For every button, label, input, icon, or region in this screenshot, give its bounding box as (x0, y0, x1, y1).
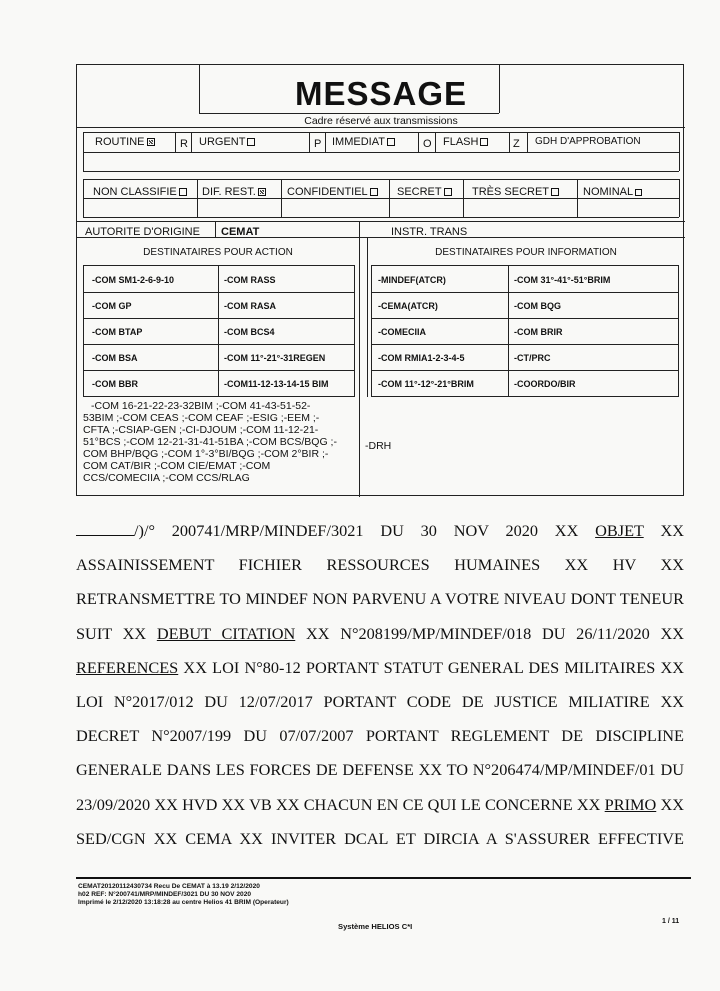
message-body (76, 514, 684, 856)
body-line: LOI N°2017/012 DU 12/07/2017 PORTANT CODE DE JUSTICE MILIATIRE XX (76, 691, 684, 711)
class-confidentiel: CONFIDENTIEL (287, 187, 378, 198)
precedence-flash: FLASH (443, 137, 488, 148)
body-line: DECRET N°2007/199 DU 07/07/2007 PORTANT REGLEMENT DE DISCIPLINE (76, 726, 684, 746)
action-recipient: -COM BSA (92, 353, 138, 363)
action-recipient: -COM BBR (92, 379, 138, 389)
gdh-approbation-label: GDH D'APPROBATION (535, 136, 641, 147)
checkbox-icon (480, 138, 488, 146)
checkbox-icon (179, 188, 187, 196)
info-recipient: -MINDEF(ATCR) (378, 275, 446, 285)
system-label: Système HELIOS C*I (338, 922, 413, 931)
transmission-footer: CEMAT20120112430734 Recu De CEMAT à 13.19 2/12/2020 h02 REF: N°200741/MRP/MINDEF/3021 DU 30 NOV 2020 Imprimé le 2/12/2020 13:18:28 au centre Helios 41 BRIM (Operateur) (78, 883, 289, 906)
checkbox-icon (247, 138, 255, 146)
body-line: 23/09/2020 XX HVD XX VB XX CHACUN EN CE QUI LE CONCERNE XX PRIMO XX (76, 794, 684, 814)
page-number: 1 / 11 (662, 918, 680, 925)
info-recipient: -CT/PRC (514, 353, 551, 363)
checkbox-icon (635, 189, 642, 196)
info-recipient: -COM BRIR (514, 327, 563, 337)
body-line: GENERALE DANS LES FORCES DE DEFENSE XX TO N°206474/MP/MINDEF/01 DU (76, 760, 684, 780)
precedence-immediat: IMMEDIAT (332, 137, 395, 148)
references-keyword: REFERENCES (76, 657, 179, 677)
body-line: RETRANSMETTRE TO MINDEF NON PARVENU A VOTRE NIVEAU DONT TENEUR (76, 589, 684, 609)
debut-citation-keyword: DEBUT CITATION (156, 623, 296, 643)
message-header-form (76, 64, 684, 496)
checkbox-checked-icon (258, 188, 266, 196)
action-recipient: -COM SM1-2-6-9-10 (92, 275, 175, 285)
info-recipient: -COM 31°-41°-51°BRIM (514, 275, 611, 285)
action-recipient: -COM 11°-21°-31REGEN (224, 353, 326, 363)
info-recipient: -COM RMIA1-2-3-4-5 (378, 353, 465, 363)
info-recipients-extra: -DRH (365, 440, 392, 452)
checkbox-checked-icon (147, 138, 155, 146)
body-line: REFERENCES XX LOI N°80-12 PORTANT STATUT GENERAL DES MILITAIRES XX (76, 657, 684, 677)
precedence-r: R (180, 138, 188, 150)
body-line: ASSAINISSEMENT FICHIER RESSOURCES HUMAINES XX HV XX (76, 555, 684, 575)
info-recipient: -COORDO/BIR (514, 379, 576, 389)
precedence-p: P (314, 138, 322, 150)
checkbox-icon (370, 188, 378, 196)
precedence-urgent: URGENT (199, 137, 255, 148)
body-line: SED/CGN XX CEMA XX INVITER DCAL ET DIRCIA A S'ASSURER EFFECTIVE (76, 828, 684, 848)
instr-trans-label: INSTR. TRANS (391, 226, 468, 238)
reference-blank (76, 523, 134, 536)
action-recipient: -COM RASA (224, 301, 276, 311)
footer-rule (76, 877, 691, 879)
precedence-o: O (423, 138, 432, 150)
action-recipients-extra: -COM 16-21-22-23-32BIM ;-COM 41-43-51-52- 53BIM ;-COM CEAS ;-COM CEAF ;-ESIG ;-EEM ;- CFTA ;-CSIAP-GEN ;-CI-DJOUM ;-COM 11-12-21- 51°BCS ;-COM 12-21-31-41-51BA ;-COM BCS/BQG ;- COM BHP/BQG ;-COM 1°-3°BI/BQG ;-COM 2°BIR ;- COM CAT/BIR ;-COM CIE/EMAT ;-COM CCS/COMECIIA ;-COM CCS/RLAG (83, 400, 337, 484)
class-nominal: NOMINAL (583, 187, 642, 198)
info-recipient: -CEMA(ATCR) (378, 301, 438, 311)
checkbox-icon (551, 188, 559, 196)
action-recipient: -COM GP (92, 301, 132, 311)
class-dif-rest: DIF. REST. (202, 187, 266, 198)
origin-authority-label: AUTORITE D'ORIGINE (85, 226, 200, 238)
action-recipient: -COM BTAP (92, 327, 143, 337)
message-title: MESSAGE (294, 75, 468, 112)
transmissions-subtitle: Cadre réservé aux transmissions (304, 115, 458, 127)
action-recipients-header: DESTINATAIRES POUR ACTION (143, 247, 293, 258)
precedence-z: Z (513, 138, 520, 150)
precedence-routine: ROUTINE (95, 137, 155, 148)
class-tres-secret: TRÈS SECRET (472, 187, 559, 198)
action-recipient: -COM RASS (224, 275, 276, 285)
primo-keyword: PRIMO (604, 794, 657, 814)
info-recipients-header: DESTINATAIRES POUR INFORMATION (435, 247, 617, 258)
info-recipient: -COM 11°-12°-21°BRIM (378, 379, 474, 389)
class-secret: SECRET (397, 187, 452, 198)
action-recipient: -COM BCS4 (224, 327, 275, 337)
objet-keyword: OBJET (595, 521, 644, 540)
info-recipient: -COM BQG (514, 301, 561, 311)
action-recipient: -COM11-12-13-14-15 BIM (224, 379, 329, 389)
info-recipients-table (371, 265, 679, 397)
checkbox-icon (444, 188, 452, 196)
checkbox-icon (387, 138, 395, 146)
action-recipients-table (83, 265, 355, 397)
origin-authority-value: CEMAT (221, 226, 260, 238)
body-line: SUIT XX DEBUT CITATION XX N°208199/MP/MINDEF/018 DU 26/11/2020 XX (76, 623, 684, 643)
class-non-classifie: NON CLASSIFIE (93, 187, 187, 198)
body-line: /)/° 200741/MRP/MINDEF/3021 DU 30 NOV 2020 XX OBJET XX (76, 514, 684, 548)
info-recipient: -COMECIIA (378, 327, 426, 337)
